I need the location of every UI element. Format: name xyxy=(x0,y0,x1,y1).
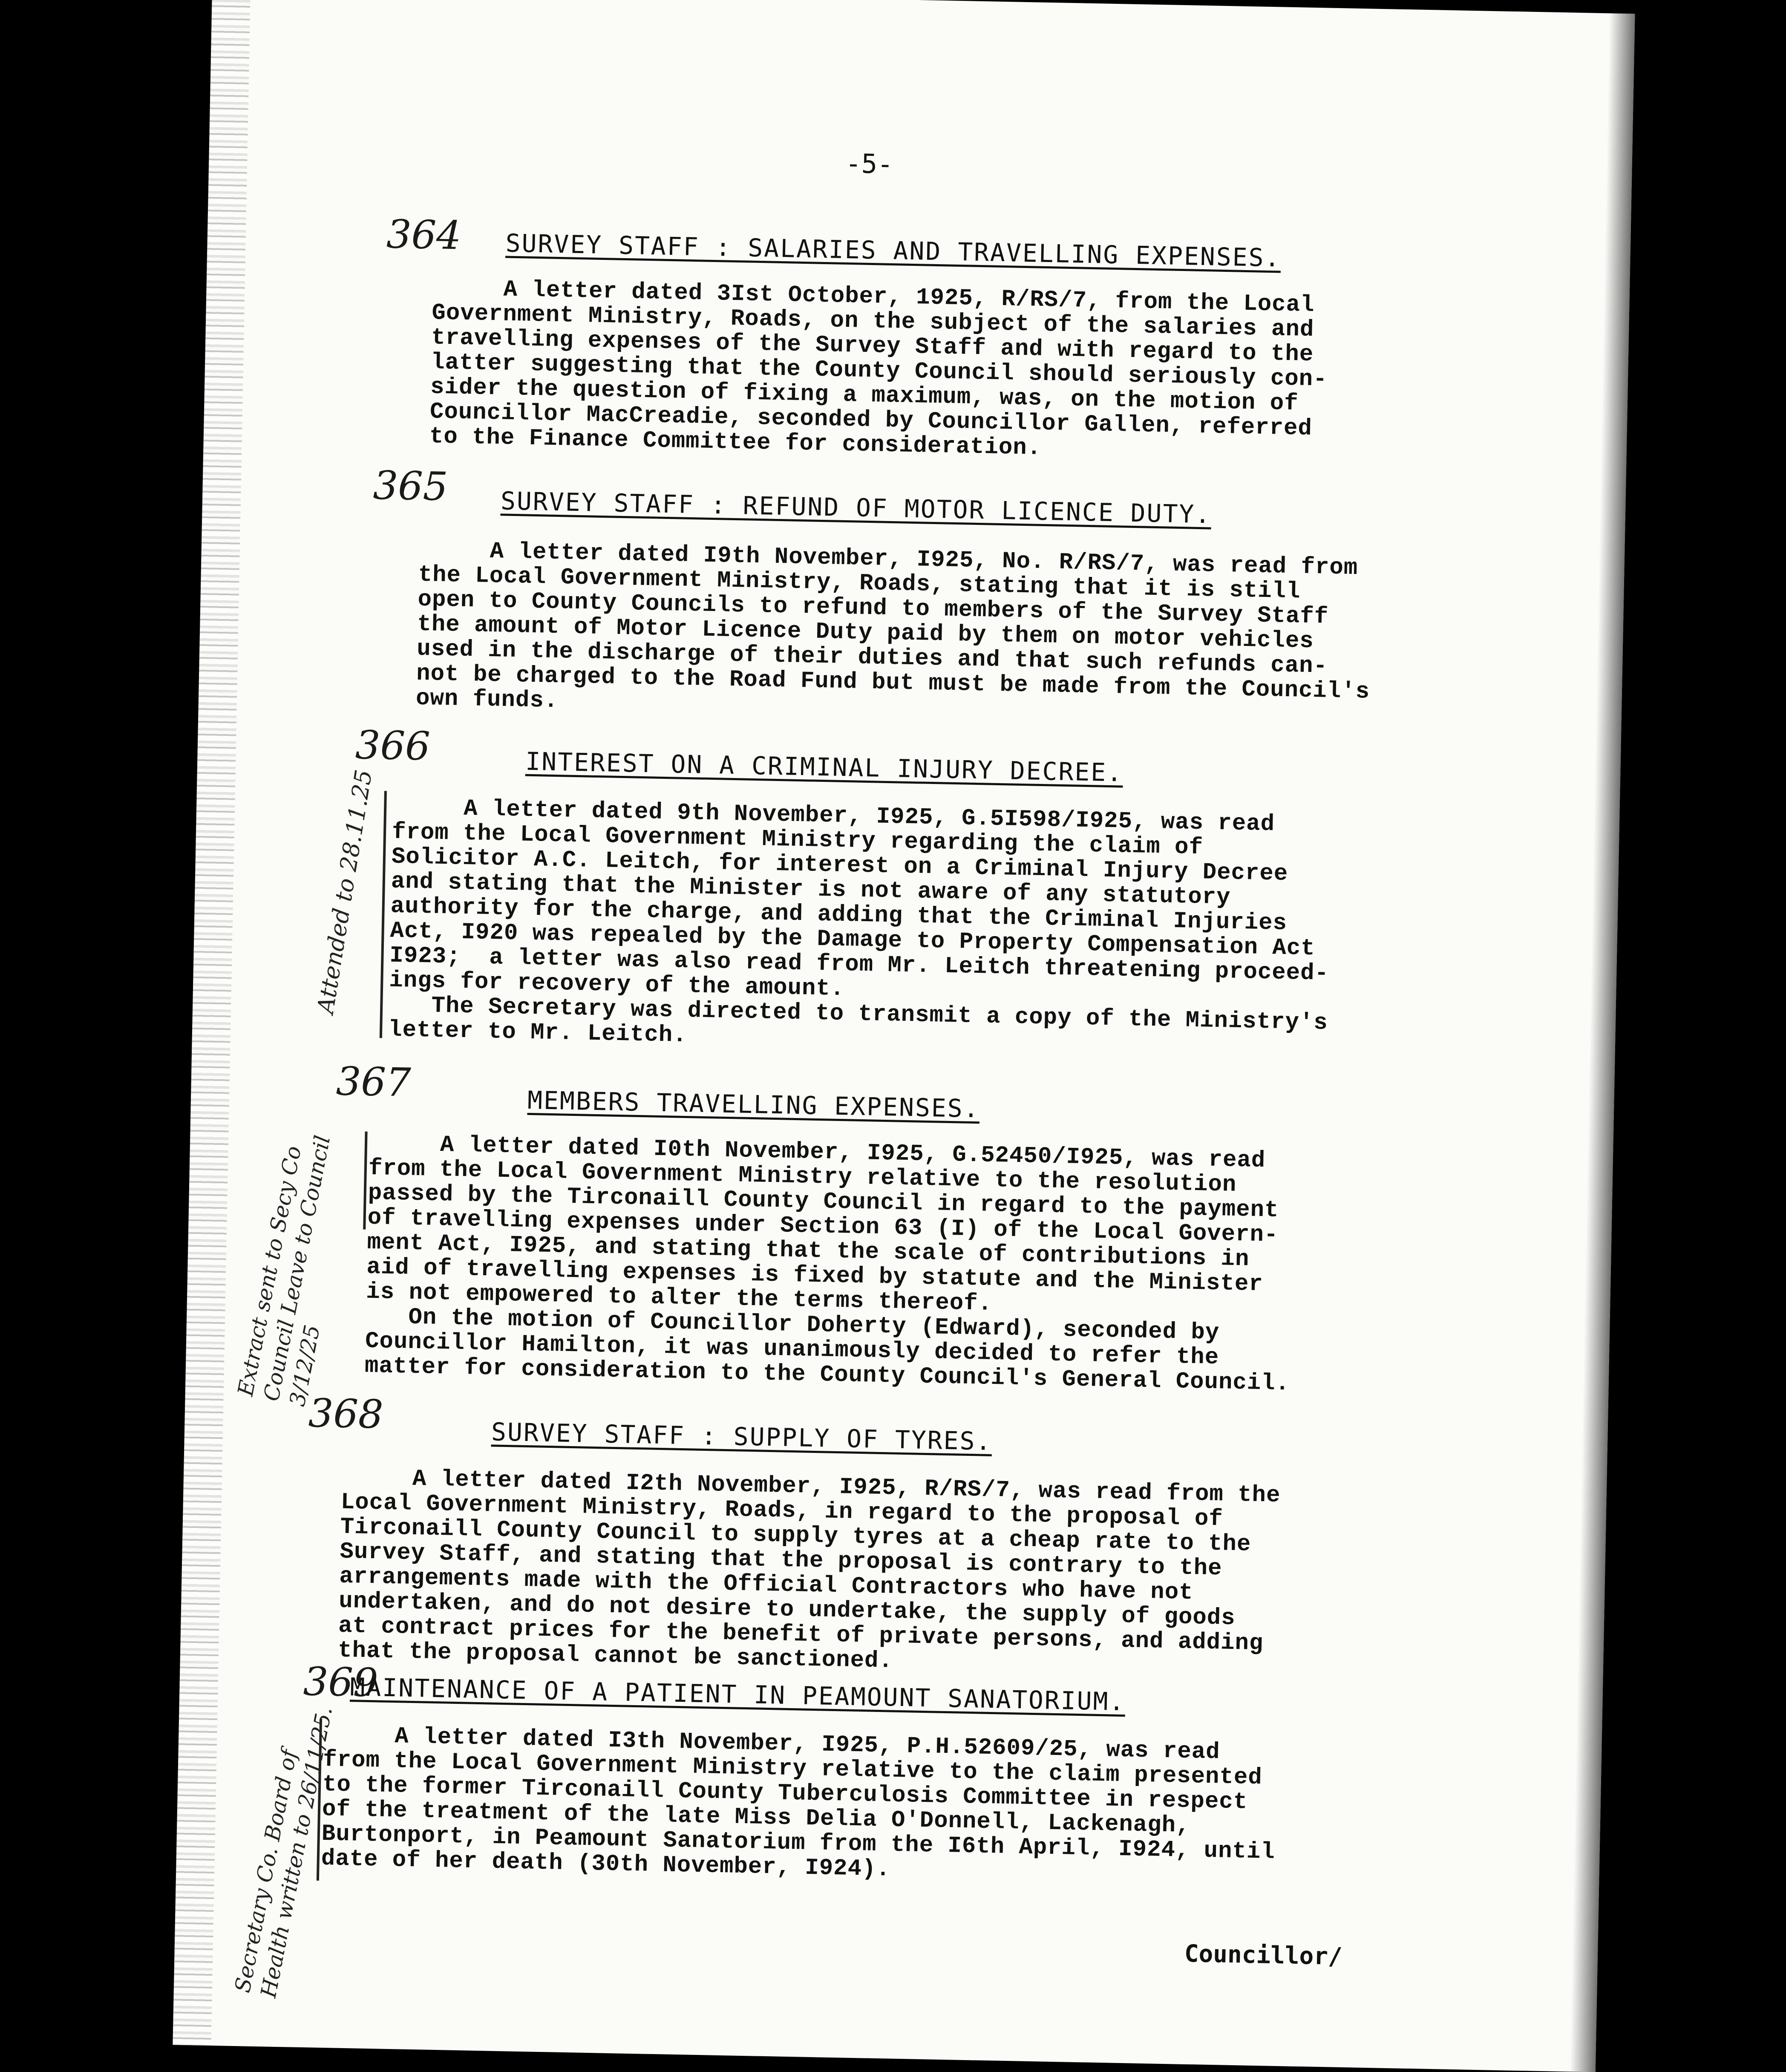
binding-edge xyxy=(173,0,251,2046)
margin-note-366: Attended to 28.11.25 xyxy=(312,768,377,1016)
section-body-367: A letter dated I0th November, I925, G.52450/I925, was read from the Local Government Ministry relative to the resolution passed by the Tirconaill County Council in regard to the payment of travelling expenses under Section 63 (I) of the Local Govern- ment Act, I925, and stating that the scale of contributions in aid of travelling expenses is fixed by statute and the Minister is not empowered to alter the terms thereof. On the motion of Councillor Doherty (Edward), seconded by Councillor Hamilton, it was unanimously decided to refer the matter for consideration to the County Council's General Council. xyxy=(364,1130,1290,1397)
margin-note-367: Extract sent to Secy Co Council Leave to Council 3/12/25 xyxy=(233,1133,335,1409)
margin-bracket-366 xyxy=(380,791,387,1038)
section-body-365: A letter dated I9th November, I925, No. R/RS/7, was read from the Local Government Ministry, Roads, stating that it is still open to County Councils to refund to members of the Survey Staff the amount of Motor Licence Duty paid by them on motor vehicles used in the discharge of their duties and that such refunds can- not be charged to the Road Fund but must be made from the Council's own funds. xyxy=(415,537,1370,715)
margin-note-369: Secretary Co. Board of Health written to 26/11/25. xyxy=(230,1704,337,2000)
minute-number-367: 367 xyxy=(335,1058,412,1106)
section-heading-367: MEMBERS TRAVELLING EXPENSES. xyxy=(527,1085,980,1124)
section-heading-369: MAINTENANCE OF A PATIENT IN PEAMOUNT SANATORIUM. xyxy=(349,1672,1126,1717)
document-page xyxy=(173,0,1635,2072)
minute-number-368: 368 xyxy=(308,1390,384,1438)
page-edge-shadow xyxy=(1570,13,1635,2072)
margin-bracket-367 xyxy=(363,1132,367,1230)
page-number: -5- xyxy=(845,147,894,180)
section-heading-366: INTEREST ON A CRIMINAL INJURY DECREE. xyxy=(525,746,1123,787)
minute-number-366: 366 xyxy=(354,722,431,769)
section-heading-365: SURVEY STAFF : REFUND OF MOTOR LICENCE DUTY. xyxy=(500,486,1212,529)
section-heading-368: SURVEY STAFF : SUPPLY OF TYRES. xyxy=(491,1417,993,1456)
section-body-368: A letter dated I2th November, I925, R/RS/7, was read from the Local Government Ministry, Roads, in regard to the proposal of Tirconaill County Council to supply tyres at a cheap rate to the Survey Staff, and stating that the proposal is contrary to the arrangements made with the Official Contractors who have not undertaken, and do not desire to undertake, the supply of goods at contract prices for the benefit of private persons, and adding that the proposal cannot be sanctioned. xyxy=(337,1464,1281,1674)
section-body-364: A letter dated 3Ist October, 1925, R/RS/7, from the Local Government Ministry, Roads, on the subject of the salaries and travelling expenses of the Survey Staff and with regard to the latter suggesting that the County Council should seriously con- sider the question of fixing a maximum, was, on the motion of Councillor MacCreadie, seconded by Councillor Gallen, referred to the Finance Committee for consideration. xyxy=(429,275,1328,461)
section-heading-364: SURVEY STAFF : SALARIES AND TRAVELLING EXPENSES. xyxy=(505,228,1282,273)
section-body-366: A letter dated 9th November, I925, G.5I598/I925, was read from the Local Government Ministry regarding the claim of Solicitor A.C. Leitch, for interest on a Criminal Injury Decree and stating that the Minister is not aware of any statutory authority for the charge, and adding that the Criminal Injuries Act, I920 was repealed by the Damage to Property Compensation Act I923; a letter was also read from Mr. Leitch threatening proceed- ings for recovery of the amount. The Secretary was directed to transmit a copy of the Ministry's letter to Mr. Leitch. xyxy=(388,794,1329,1049)
catchword: Councillor/ xyxy=(1184,1939,1343,1971)
section-body-369: A letter dated I3th November, I925, P.H.52609/25, was read from the Local Government Ministry relative to the claim presented to the former Tirconaill County Tuberculosis Committee in respect of the treatment of the late Miss Delia O'Donnell, Lackenagh, Burtonport, in Peamount Sanatorium from the I6th April, I924, until date of her death (30th November, I924). xyxy=(321,1722,1276,1883)
minute-number-365: 365 xyxy=(372,462,449,510)
minute-number-369: 369 xyxy=(302,1659,379,1706)
minute-number-364: 364 xyxy=(386,211,462,259)
